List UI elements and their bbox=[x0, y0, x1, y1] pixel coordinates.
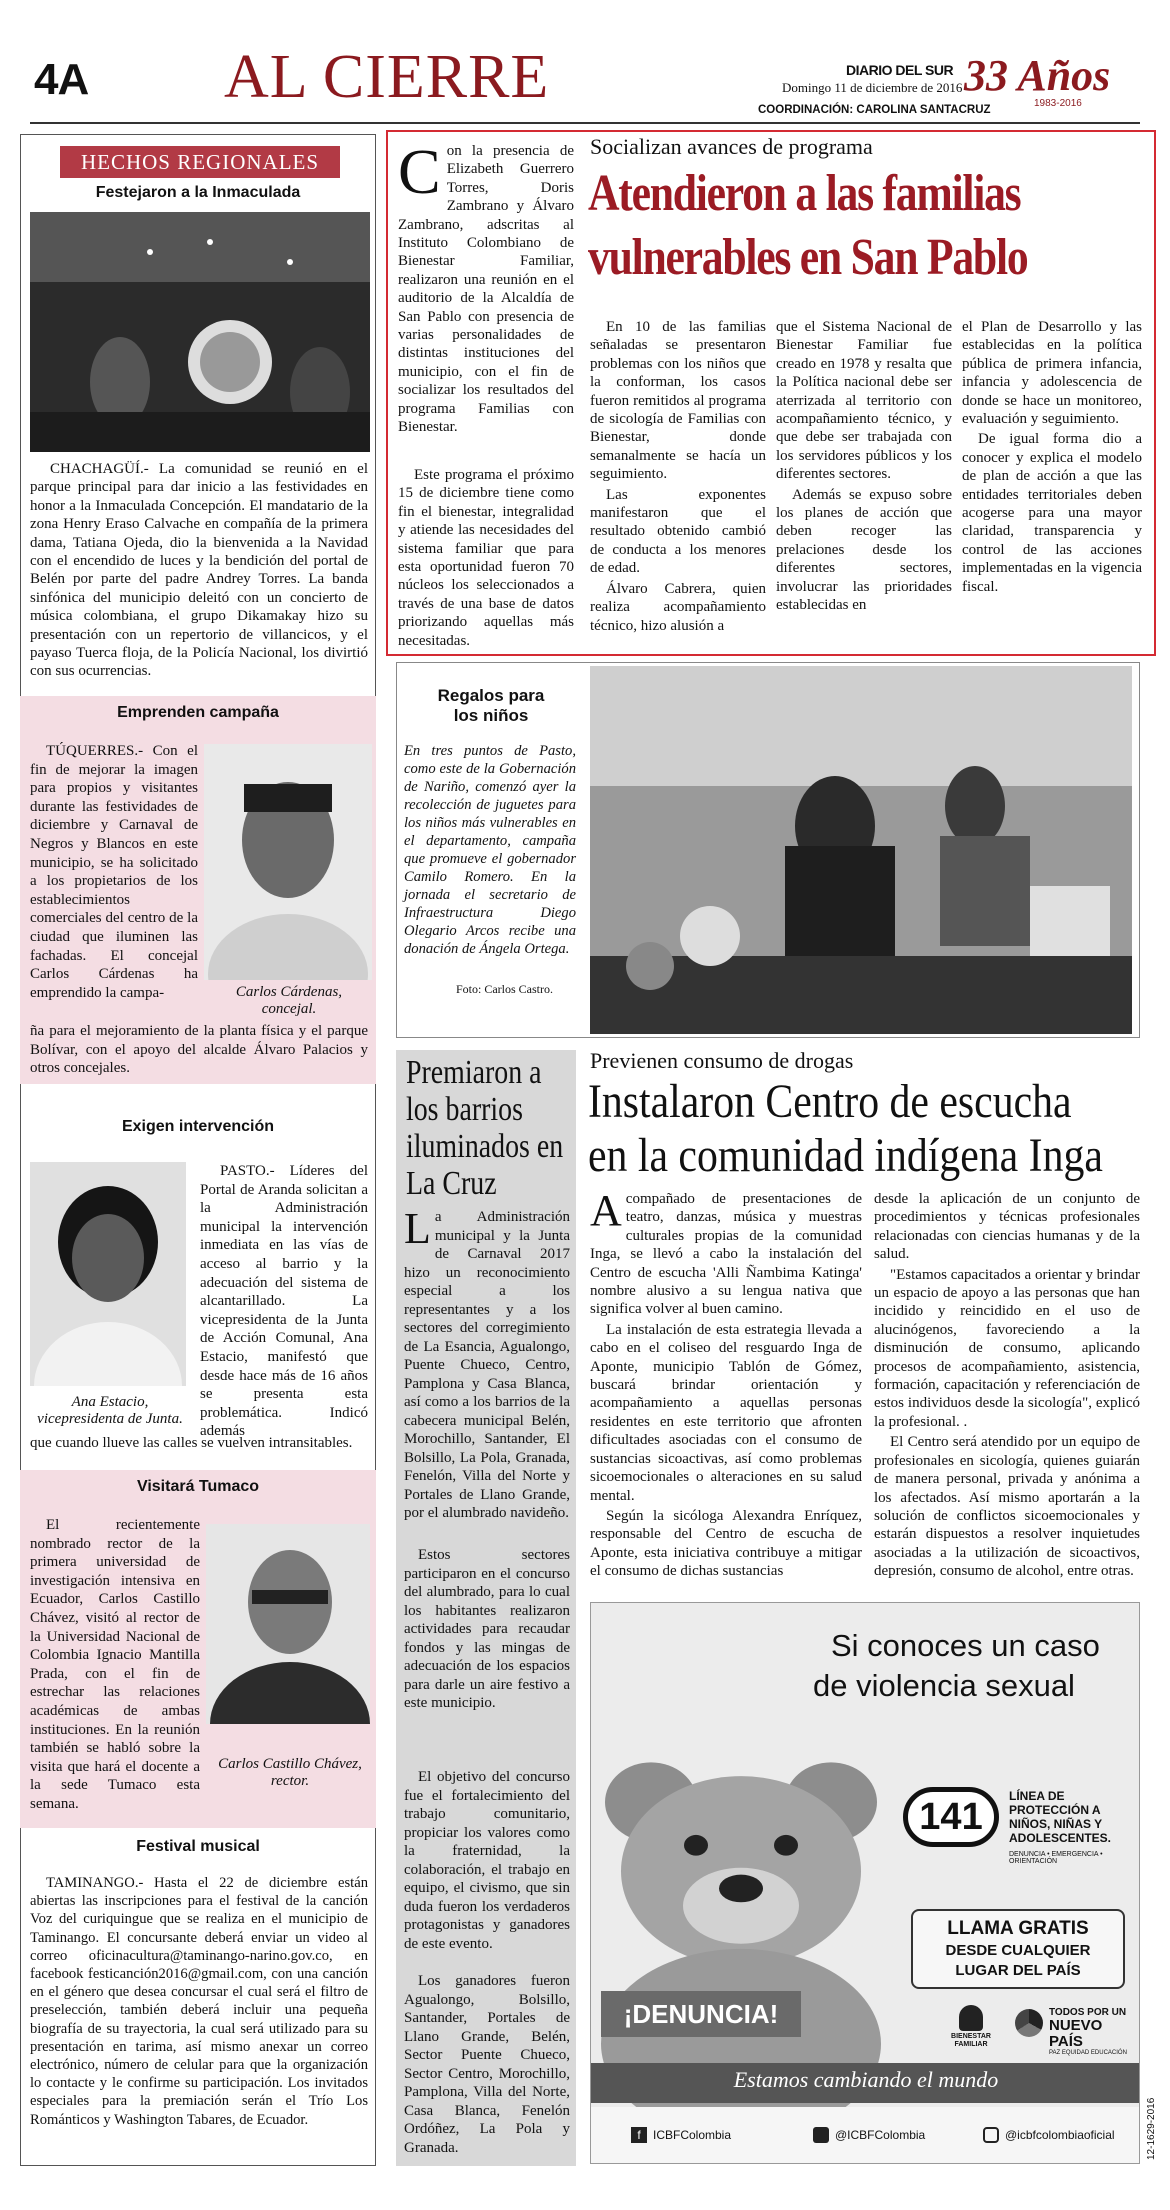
story-body: PASTO.- Líderes del Portal de Aranda solicitan a la Administración municipal la intervención inmediata en las vías de acceso al barrio y la adecuación del sistema de alcantarillado. La vicepresidenta de la Junta de Acción Comunal, Ana Estacio, manifestó que desde hace más de 16 años se presenta esta problemática. Indicó además bbox=[200, 1163, 368, 1440]
sidebar-label: HECHOS REGIONALES bbox=[60, 146, 340, 178]
lead-column-1: En 10 de las familias señaladas se presentaron problemas con los niños que la conforman, los casos fueron remitidos al programa de sicología de Familias con Bienestar, donde semanalmente se hacía un seguimiento. Las exponentes manifestaron que el resultado obtenido cambió de conducta a los menores de edad. Álvaro Cabrera, quien realiza acompañamiento técnico, hizo alusión a bbox=[590, 319, 766, 634]
photo-caption: Carlos Cárdenas, concejal. bbox=[235, 984, 343, 1017]
lead-kicker: Socializan avances de programa bbox=[590, 134, 873, 159]
drop-cap: L bbox=[404, 1204, 431, 1253]
drop-cap: C bbox=[398, 136, 441, 207]
hotline-badge: 141 bbox=[903, 1787, 999, 1847]
instagram-icon bbox=[983, 2127, 999, 2143]
photo-credit: Foto: Carlos Castro. bbox=[456, 982, 554, 996]
lights-body-4: Los ganadores fueron Agualongo, Bolsillo, Santander, Portales de Llano Grande, Belén, Sector Puente Chueco, Sector Centro, Morochillo, Pamplona, Villa del Norte, Casa Blanca, Fenelón Ordóñez, La Pola y Granada. bbox=[404, 1973, 570, 2156]
photo-caption: Carlos Castillo Chávez, rector. bbox=[218, 1756, 362, 1789]
lead-headline-2: vulnerables en San Pablo bbox=[588, 229, 1028, 286]
lights-body: La Administración municipal y la Junta de Carnaval 2017 hizo un reconocimiento especial a los representantes y a los sectores del corregimiento de La Esancia, Agualongo, Puente Chueco, Centro, Pamplona y Casa Blanca, así como a los barrios de la cabecera municipal Belén, Morochillo, Santander, El Bolsillo, La Pola, Granada, Fenelón, Villa del Norte y Portales de Llano Grande, por el alumbrado navideño. bbox=[404, 1204, 570, 1521]
story-headline: Festival musical bbox=[136, 1838, 260, 1855]
drugs-kicker: Previenen consumo de drogas bbox=[590, 1048, 854, 1073]
lead-column-2: que el Sistema Nacional de Bienestar Familiar fue creado en 1978 y resalta que la Política nacional debe ser aterrizada al territorio con acompañamiento técnico, y que debe ser trabajada con los servidores públicos y los diferentes sectores. Además se expuso sobre los planes de acción que deben recoger las prelaciones desde los diferentes sectores, involucrar las prioridades establecidas en bbox=[776, 319, 952, 614]
photo-caption: Ana Estacio, vicepresidenta de Junta. bbox=[37, 1394, 183, 1427]
issue-date: Domingo 11 de diciembre de 2016 bbox=[782, 80, 963, 95]
anniversary-logo: 33 Años bbox=[964, 51, 1111, 100]
hotline-description: LÍNEA DE PROTECCIÓN A NIÑOS, NIÑAS Y ADOLESCENTES. bbox=[1009, 1789, 1112, 1845]
coordination: COORDINACIÓN: CAROLINA SANTACRUZ bbox=[758, 104, 991, 116]
portrait-ana-estacio bbox=[30, 1162, 186, 1386]
lights-body-2: Estos sectores participaron en el concurso del alumbrado, para lo cual los habitantes realizaron actividades para recaudar fondos y las mingas de adecuación de los espacios para darle un aire festivo a este municipio. bbox=[404, 1547, 570, 1711]
facebook-handle: ICBFColombia bbox=[653, 2128, 732, 2142]
anniversary-years: 1983-2016 bbox=[1034, 98, 1082, 109]
icbf-ad bbox=[590, 1602, 1140, 2164]
drugs-column-1: Acompañado de presentaciones de teatro, danzas, música y muestras culturales propias de la comunidad Inga, se llevó a cabo la instalación del Centro de escucha 'Alli Ñambima Katinga' nombre alusivo a su lengua nativa que significa volver al buen camino. La instalación de esta estrategia llevada a cabo en el coliseo del resguardo Inga de Aponte, municipio Tablón de Gómez, buscará brindar orientación y acompañamiento a aquellas personas residentes en este territorio que afronten dificultades asociadas con el consumo de sustancias sicoactivas, así como problemas sicoemocionales o alteraciones en su salud mental. Según la sicóloga Alexandra Enríquez, responsable del Centro de escucha de Aponte, esta iniciativa contribuye a mitigar el consumo de dichas sustancias bbox=[590, 1186, 862, 1580]
story-body: El recientemente nombrado rector de la primera universidad de investigación intensiva en Ecuador, Carlos Castillo Chávez, visitó al rector de la Universidad Nacional de Colombia Ignacio Mantilla Prada, con el fin de estrechar las relaciones académicas de ambas instituciones. En la reunión también se habló sobre la visita que hará el docente a la sede Tumaco esta semana. bbox=[30, 1517, 200, 1812]
todos-nuevo-pais-logo: TODOS POR UN NUEVO PAÍS PAZ EQUIDAD EDUCACIÓN bbox=[1015, 2007, 1135, 2056]
ad-code: 12-1629-2016 bbox=[1146, 2097, 1157, 2160]
paper-name: DIARIO DEL SUR bbox=[846, 62, 954, 78]
bienestar-icon bbox=[959, 2005, 983, 2031]
story-headline: Emprenden campaña bbox=[117, 704, 279, 721]
festival-photo bbox=[30, 212, 370, 452]
ad-headline-1: Si conoces un caso bbox=[831, 1628, 1100, 1663]
story-body: CHACHAGÜÍ.- La comunidad se reunió en el parque principal para dar inicio a las festividades en honor a la Inmaculada Concepción. El mandatario de la zona Henry Eraso Calvache en compañía de la primera dama, Tatiana Ojeda, dio la bienvenida a la Navidad con el encendido de luces y la bendición del portal de Belén por parte del padre Andrey Torres. La banda sinfónica del municipio deleitó con un concierto de música colombiana, el grupo Dikamakay hizo su presentación con un repertorio de villancicos, y el payaso Tuerca floja, de la Policía Nacional, los divirtió con sus ocurrencias. bbox=[30, 461, 368, 680]
story-headline: Festejaron a la Inmaculada bbox=[95, 184, 301, 201]
gifts-photo bbox=[590, 666, 1132, 1034]
bienestar-logo: BIENESTAR FAMILIAR bbox=[941, 2005, 1001, 2049]
story-headline: Exigen intervención bbox=[121, 1118, 275, 1135]
lead-column-3: el Plan de Desarrollo y las establecidas en la política pública de primera infancia, infancia y adolescencia de donde se hace un monitoreo, evaluación y seguimiento. De igual forma dio a conocer y explica el modelo de plan de acción a que las entidades territoriales deben acogerse para una mayor claridad, transparencia y control de las acciones implementadas en la vigencia fiscal. bbox=[962, 319, 1142, 595]
page-number: 4A bbox=[34, 55, 89, 104]
hotline-subtitle: DENUNCIA • EMERGENCIA • ORIENTACIÓN bbox=[1009, 1851, 1103, 1865]
lead-intro: Con la presencia de Elizabeth Guerrero Torres, Doris Zambrano y Álvaro Zambrano, adscritas al Instituto Colombiano de Bienestar Familiar, realizaron una reunión en el auditorio de la Alcaldía de San Pablo con presencia de varias personalidades de distintas instituciones del municipio, con el fin de socializar los resultados del programa Familias con Bienestar. bbox=[398, 136, 574, 436]
social-bar bbox=[591, 2107, 1140, 2164]
instagram-handle: @icbfcolombiaoficial bbox=[1005, 2128, 1115, 2142]
lights-headline: Premiaron a los barrios iluminados en La Cruz bbox=[406, 1054, 564, 1202]
lights-body-3: El objetivo del concurso fue el fortalecimiento del trabajo comunitario, propiciar los valores como la fraternidad, la colaboración, el trabajo en equipo, el civismo, que sin duda fueron los verdaderos protagonistas y ganadores de este evento. bbox=[404, 1769, 570, 1952]
portrait-carlos-cardenas bbox=[204, 744, 372, 980]
story-body-continued: ña para el mejoramiento de la planta física y el parque Bolívar, con el apoyo del alcalde Álvaro Palacios y otros concejales. bbox=[30, 1023, 368, 1077]
portrait-carlos-castillo bbox=[206, 1524, 370, 1724]
colombia-flag-icon bbox=[1015, 2009, 1043, 2037]
story-headline: Visitará Tumaco bbox=[136, 1478, 260, 1495]
ad-slogan: Estamos cambiando el mundo bbox=[733, 2067, 999, 2092]
denuncia-banner: ¡DENUNCIA! bbox=[601, 1991, 801, 2037]
story-body: TAMINANGO.- Hasta el 22 de diciembre están abiertas las inscripciones para el festival de la canción Voz del curiquingue que se realiza en el municipio de Taminango. El concursante deberá enviar un video al correo oficinacultura@taminango-narino.gov.co, en facebook festicanción2016@gmail.com, con una canción en el género que desea concursar el cual será el filtro de preselección, también deberá incluir una pequeña biografía de su trayectoria, la cual será utilizado para su presentación en tarima, así mismo anexar un correo electrónico, número de celular para que la organización lo contacte y le confirme su participación. Los invitados especiales para la premiación serán el Trío Los Románticos y Washington Tabares, de Ecuador. bbox=[30, 1875, 368, 2128]
gifts-body: En tres puntos de Pasto, como este de la Gobernación de Nariño, comenzó ayer la recolección de juguetes para los niños más vulnerables en el departamento, campaña que promueve el gobernador Camilo Romero. En la jornada el secretario de Infraestructura Diego Olegario Arcos recibe una donación de Ángela Ortega. bbox=[404, 743, 576, 957]
teddy-bear-illustration bbox=[591, 1733, 891, 2113]
gifts-headline: Regalos para los niños bbox=[437, 686, 545, 725]
drugs-headline-1: Instalaron Centro de escucha bbox=[588, 1075, 1072, 1128]
lead-headline-1: Atendieron a las familias bbox=[588, 165, 1021, 222]
drugs-column-2: desde la aplicación de un conjunto de procedimientos y técnicas profesionales relacionadas con ciencias humanas y de la salud. "Estamos capacitados a orientar y brindar un espacio de apoyo a las personas que han incidido y reincidido en el uso de alucinógenos, favoreciendo a la disminución de consumo, aplicando procesos de acompañamiento, asistencia, formación, capacitación y referenciación de estos individuos desde la sicología", explicó la profesional. . El Centro será atendido por un equipo de profesionales en sicología, quienes guiarán de manera personal, privada y anónima a los afectados. Así mismo aportarán a la solución de conflictos sicoemocionales y estarán dispuestos a resolver inquietudes asociadas a la utilización de sicoactivos, depresión, consumo de alcohol, entre otras. bbox=[874, 1191, 1140, 1580]
twitter-handle: @ICBFColombia bbox=[835, 2128, 926, 2142]
drugs-headline-2: en la comunidad indígena Inga bbox=[588, 1129, 1103, 1182]
twitter-icon bbox=[813, 2127, 829, 2143]
ad-headline-2: de violencia sexual bbox=[813, 1668, 1075, 1703]
drop-cap: A bbox=[590, 1186, 622, 1235]
story-body: TÚQUERRES.- Con el fin de mejorar la imagen para propios y visitantes durante las festividades de diciembre y Carnaval de Negros y Blancos en este municipio, se ha solicitado a los propietarios de los establecimientos comerciales del centro de la ciudad que iluminen las fachadas. El concejal Carlos Cárdenas ha emprendido la campa- bbox=[30, 743, 198, 1001]
facebook-icon: f bbox=[631, 2127, 647, 2143]
lead-intro-2: Este programa el próximo 15 de diciembre tiene como fin el bienestar, integralidad y atiende las necesidades del sistema familiar que para esta oportunidad fueron 70 núcleos los seleccionados a través de una base de datos priorizando aquellas más necesitadas. bbox=[398, 467, 574, 649]
section-title: AL CIERRE bbox=[224, 43, 550, 111]
call-free-box: LLAMA GRATIS DESDE CUALQUIER LUGAR DEL PAÍS bbox=[911, 1909, 1125, 1989]
story-body-continued: que cuando llueve las calles se vuelven intransitables. bbox=[30, 1435, 353, 1451]
header-rule bbox=[30, 122, 1140, 124]
